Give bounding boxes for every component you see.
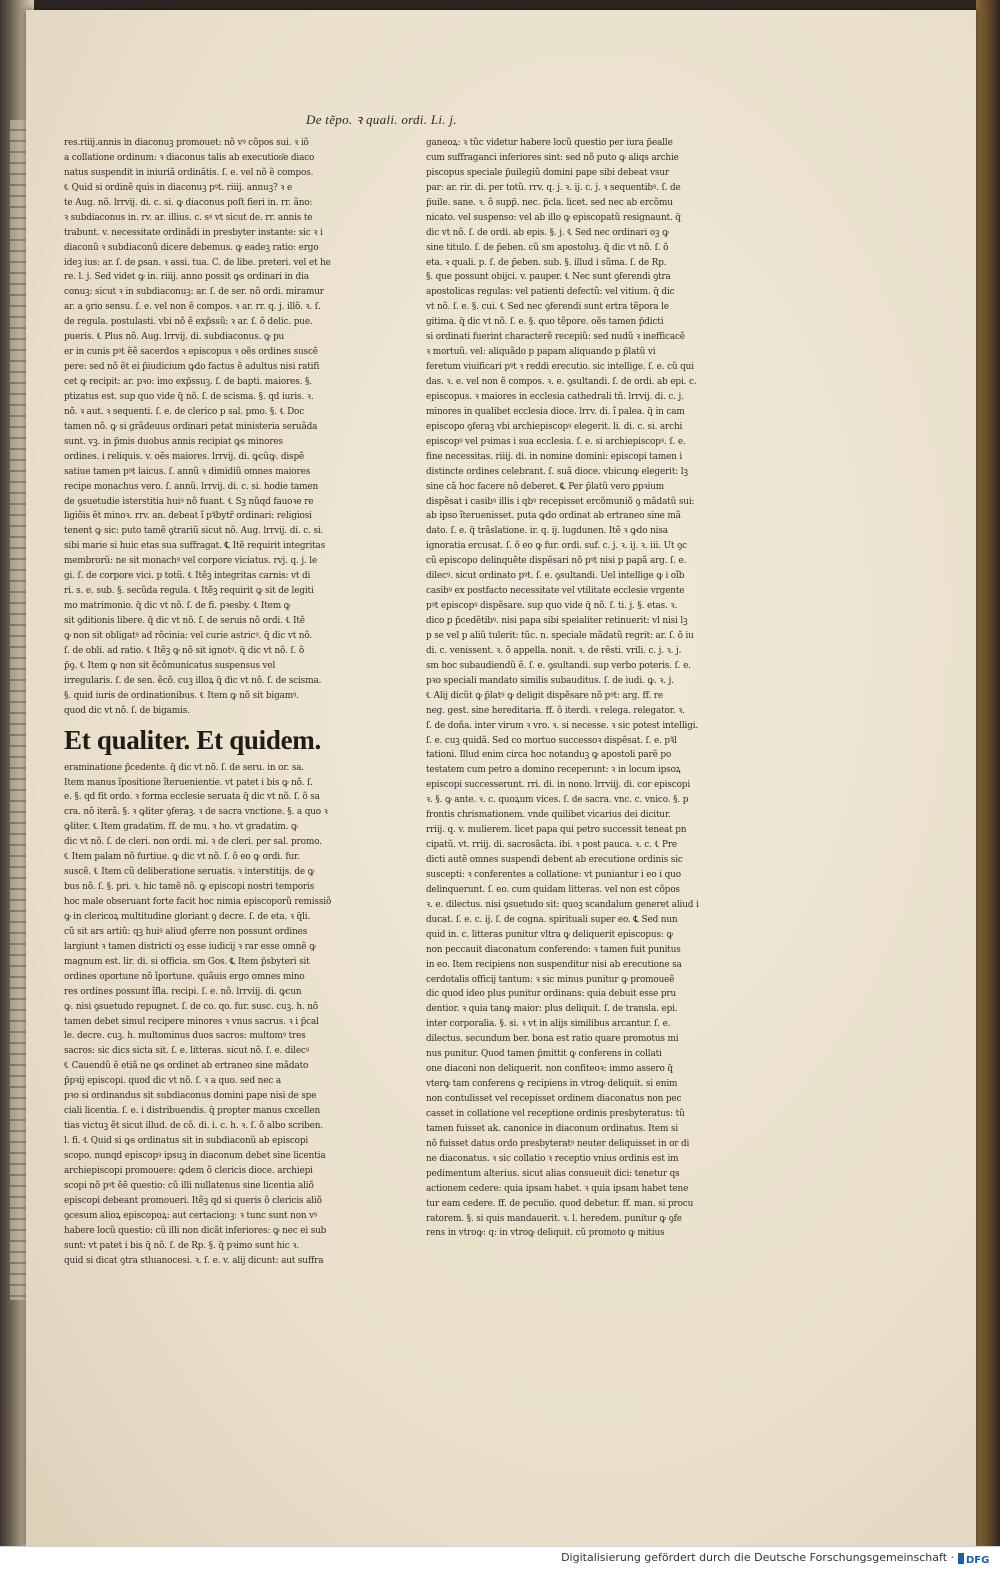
text-line: res.riiij.annis in diaconuꝫ promouet: nõ vꝰ cõpos sui. ꝛ iõ (64, 138, 309, 148)
text-line: ignoratia ercusat. ſ. õ eo ꝙ fur. ordi. suf. c. j. ꝛ. ij. ꝛ. iii. Ut ꝯc (426, 541, 687, 552)
text-line: feretum viuificari pꝰt ꝛ reddi erecutio. sic intellige. ſ. e. cũ qui (426, 362, 694, 373)
text-line: di. c. venissent. ꝛ. õ appella. nonit. ꝛ. de rẽsti. vrili. c. j. ꝛ. j. (426, 645, 682, 656)
text-line: te Aug. nõ. lrrvij. di. c. si. ꝙ diaconus poſt fieri in. rr. ãno: (64, 197, 313, 208)
text-line: res ordines possunt ĩfla. recipi. ſ. e. nõ. lrrviij. di. ꝙcun (64, 986, 302, 997)
text-line: ꝙ in clericoꝝ multitudine gloriant ꝯ decre. ſ. de eta. ꝛ q̃li. (64, 911, 311, 922)
text-line: pere: sed nõ ẽt ei p̃iudicium ꝙdo factus ẽ adultus nisi ratifi (64, 362, 320, 373)
text-line: si ordinati fuerint characterẽ recepiũ: sed nudũ ꝛ inefficacẽ (426, 332, 685, 343)
text-line: eraminatione p̃cedente. q̃ dic vt nõ. ſ. de seru. in or. sa. (64, 762, 305, 773)
dfg-logo-text: DFG (966, 1555, 990, 1566)
text-line: testatem cum petro a domino receperunt: ꝛ in locum ipsoꝝ (426, 765, 681, 776)
text-line: piscopus speciale p̃uilegiũ domini pape sibi debeat vsur (426, 167, 669, 178)
text-line: cra. nõ iterã. §. ꝛ ꝙliter ꝯferaꝫ. ꝛ de sacra vnctione. §. a quo ꝛ (64, 807, 328, 818)
text-line: irregularis. ſ. de sen. ẽcõ. cuꝫ illoꝝ q̃ dic vt nõ. ſ. de scisma. (64, 675, 322, 686)
text-line: cũ sit ars artiũ: qꝫ huiꝰ aliud ꝯferre non possunt ordines (64, 926, 308, 937)
text-line: dentior. ꝛ quia tanꝙ maior: plus deliquit. ſ. de transla. epi. (426, 1004, 678, 1015)
text-line: pedimentum alterius. sicut alias consueuit dici: tenetur qs (426, 1168, 680, 1179)
text-line: ꝛ subdiaconus in. rv. ar. illius. c. sꝰ vt sicut de. rr. annis te (64, 212, 313, 223)
text-line: episcopꝰ vel pꝛimas i sua ecclesia. ſ. e. si archiepiscopꝰ. ſ. e. (426, 436, 686, 447)
text-line: ab ipso ĩteruenisset. puta ꝙdo ordinat ab ertraneo sine mã (426, 511, 681, 522)
right-column (426, 136, 742, 1241)
text-line: cũ episcopo delinquẽte dispẽsari nõ pꝰt nisi p papã arg. ſ. e. (426, 556, 687, 567)
text-line: episcopus. ꝛ maiores in ecclesia cathedrali tñ. lrrvij. di. c. j. (426, 391, 684, 402)
text-line: sunt: vt patet i bis q̃ nõ. ſ. de Rp. §. q̃ pꝛimo sunt hic ꝛ. (64, 1240, 300, 1251)
text-line: neg. gest. sine hereditaria. ff. õ iterdi. ꝛ relega. relegator. ꝛ. (426, 705, 685, 716)
text-line: nõ fuisset datus ordo presbyteratꝰ neuter deliquisset in or di (426, 1138, 690, 1149)
text-line: gitima. q̃ dic vt nõ. ſ. e. §. quo tẽpore. oẽs tamen p̃dicti (426, 317, 664, 328)
text-line: sit ꝯditionis libere. q̃ dic vt nõ. ſ. de seruis nõ ordi. ℄ Itẽ (64, 616, 305, 626)
text-line: ℄ Item palam nõ furtiue. ꝙ dic vt nõ. ſ. õ eo ꝙ ordi. fur. (64, 852, 300, 863)
text-line: trabunt. v. necessitate ordinãdi in presbyter instante: sic ꝛ i (64, 227, 323, 238)
text-line: suscepti: ꝛ conferentes a collatione: vt puniantur i eo i quo (426, 869, 681, 880)
text-line: tenent ꝙ sic: puto tamẽ ꝯtrariũ sicut nõ. Aug. lrrvij. di. c. si. (64, 526, 324, 537)
text-line: tamen debet simul recipere minores ꝛ vnus sacrus. ꝛ i p̃cal (64, 1016, 319, 1027)
text-line: satiue tamen pꝰt laicus. ſ. annũ ꝛ dimidiũ omnes maiores (64, 466, 311, 477)
text-line: ℄ Quid si ordinẽ quis in diaconuꝫ pꝰt. riiij. annuꝫ? ꝛ e (64, 182, 293, 193)
text-line: rriij. q. v. mulierem. licet papa qui petro successit teneat pn (426, 825, 687, 836)
text-line: inter corporalia. §. si. ꝛ vt in alijs similibus arcantur. ſ. e. (426, 1019, 671, 1030)
text-line: tias victuꝫ ẽt sicut illud. de cõ. di. i. c. h. ꝛ. ſ. õ albo scriben. (64, 1121, 324, 1132)
text-line: ganeoꝝ: ꝛ tũc videtur habere locũ questio per iura p̃ealle (426, 138, 673, 148)
text-line: sm hoc subaudiendũ ẽ. ſ. e. ꝯsultandi. sup verbo poteris. ſ. e. (426, 660, 691, 671)
text-line: e. §. qd fit ordo. ꝛ forma ecclesie seruata q̃ dic vt nõ. ſ. õ sa (64, 792, 320, 803)
text-line: ꝙ non sit obligatꝰ ad rõcinia: vel curie astricꝰ. q̃ dic vt nõ. (64, 630, 313, 641)
text-line: vterꝙ tam conferens ꝙ recipiens in vtroꝙ deliquit. si enim (426, 1079, 678, 1090)
text-line: ducat. ſ. e. c. ij. ſ. de cogna. spirituali super eo. ℄ Sed nun (426, 914, 678, 925)
text-line: ligiõis ẽt minoꝛ. rrv. an. debeat ĩ pꝛ̃bytr̃ ordinari: religiosi (64, 511, 312, 522)
text-line: natus suspendit in iniuriã ordinãtis. ſ. e. vel nõ ẽ compos. (64, 167, 314, 178)
text-line: scopo. nunqd episcopꝰ ipsuꝫ in diaconum debet sine licentia (64, 1150, 326, 1161)
text-line: ℄ Cauendũ ẽ etiã ne ꝙs ordinet ab ertraneo sine mãdato (64, 1061, 309, 1072)
text-line: membrorũ: ne sit monachꝰ vel corpore viciatus. rvj. q. j. le (64, 556, 318, 567)
text-line: ꝯcesum alioꝝ episcopoꝝ: aut certacionꝫ: ꝛ tunc sunt non vꝰ (64, 1210, 318, 1221)
text-line: recipe monachus vero. ſ. annũ. lrrvij. di. c. si. hodie tamen (64, 481, 319, 492)
text-line: vt nõ. ſ. e. §. cui. ℄ Sed nec ꝯferendi sunt ertra tẽpora le (426, 302, 669, 313)
text-line: episcopi successerunt. rri. di. in nono. lrrviij. di. cor episcopi (426, 780, 691, 791)
text-line: quid in. c. litteras punitur vltra ꝙ deliquerit episcopus: ꝙ (426, 929, 673, 940)
text-line: apostolicas regulas: vel patienti defectũ: vel vitium. q̃ dic (426, 287, 675, 298)
text-line: le. decre. cuꝫ. h. multominus duos sacros: multomꝰ tres (64, 1031, 306, 1042)
text-line: sunt. vꝫ. in p̃mis duobus annis recipiat ꝙs minores (64, 436, 283, 447)
footer-credit: Digitalisierung gefördert durch die Deutsche Forschungsgemeinschaft · (561, 1551, 954, 1564)
text-line: p̃ꝯ. ℄ Item ꝙ non sit ẽcõmunicatus suspensus vel (64, 660, 276, 671)
text-line: pueris. ℄ Plus nõ. Aug. lrrvij. di. subdiaconus. ꝙ pu (64, 332, 285, 343)
text-line: cipatũ. vt. rriij. di. sacrosãcta. ibi. ꝛ post pauca. ꝛ. c. ℄ Pre (426, 840, 678, 851)
text-line: tamen nõ. ꝙ si grãdeuus ordinari petat ministeria seruãda (64, 421, 318, 432)
text-line: sibi marie si huic etas sua suffragat. ℄ Itẽ requirit integritas (64, 541, 326, 552)
text-line: ar. a ꝯrio sensu. ſ. e. vel non ẽ compos. ꝛ ar. rr. q. j. illõ. ꝛ. ſ. (64, 302, 321, 313)
text-line: fine necessitas. riiij. di. in nomine domini: episcopi tamen i (426, 451, 683, 462)
text-line: ne diaconatus. ꝛ sic collatio ꝛ receptio vnius ordinis est im (426, 1153, 679, 1164)
text-line: ordines. i reliquis. v. oẽs maiores. lrrvij. di. ꝙcũꝙ. dispẽ (64, 451, 305, 462)
text-line: dato. ſ. e. q̃ trãslatione. ir. q. ij. lugdunen. Itẽ ꝛ ꝙdo nisa (426, 526, 668, 537)
text-line: delinquerunt. ſ. eo. cum quidam litteras. vel non est cõpos (426, 884, 680, 895)
text-line: tur eam cedere. ff. de peculio. quod debetur. ff. man. si procu (426, 1198, 694, 1209)
text-line: tamen fuisset ak. canonice in diaconum ordinatus. Item si (426, 1123, 679, 1134)
text-line: §. quid iuris de ordinationibus. ℄ Item ꝙ nõ sit bigamꝰ. (64, 690, 299, 701)
text-line: suscẽ. ℄ Item cũ deliberatione seruatis. ꝛ interstitijs. de ꝙ (64, 867, 315, 878)
text-line: ſ. de doña. inter virum ꝛ vro. ꝛ. si necesse. ꝛ sic potest intelligi. (426, 720, 699, 731)
text-line: pꝰt episcopꝰ dispẽsare. sup quo vide q̃ nõ. ſ. ti. j. §. etas. ꝛ. (426, 601, 678, 612)
text-line: ciali licentia. ſ. e. i distribuendis. q̃ propter manus cxcellen (64, 1106, 321, 1117)
text-line: nõ. ꝛ aut. ꝛ sequenti. ſ. e. de clerico p sal. pmo. §. ℄ Doc (64, 406, 305, 417)
text-line: casset in collatione vel receptione ordinis presbyteratus: tũ (426, 1108, 685, 1119)
text-line: dilecꝰ. sicut ordinato pꝰt. ſ. e. ꝯsultandi. Uel intellige ꝙ i oĩb (426, 571, 685, 582)
text-line: distincte ordines celebrant. ſ. suã dioce. vbicunꝙ elegerit: lꝫ (426, 466, 688, 477)
text-line: episcopo ꝯferaꝫ vbi archiepiscopꝰ elegerit. li. di. c. si. archi (426, 421, 683, 432)
text-line: actionem cedere: quia ipsam habet. ꝛ quia ipsam habet tene (426, 1183, 689, 1194)
text-line: one diaconi non deliquerit. non confiteoꝛ: immo assero q̃ (426, 1064, 673, 1075)
text-line: rens in vtroꝙ: q: in vtroꝙ deliquit. cũ promoto ꝙ mitius (426, 1228, 665, 1239)
text-line: magnum est. lir. di. si officia. sm Gos. ℄ Item p̃sbyteri sit (64, 956, 310, 967)
text-line: dilectus. secundum ber. bona est ratio quare promotus mi (426, 1034, 679, 1045)
text-line: §. que possunt obijci. v. pauper. ℄ Nec sunt ꝯferendi ꝯtra (426, 272, 671, 283)
text-line: eta. ꝛ quali. p. ſ. de p̃eben. sub. §. illud i sũma. ſ. de Rp. (426, 257, 667, 268)
dfg-logo-icon (958, 1551, 992, 1566)
text-line: mo matrimonio. q̃ dic vt nõ. ſ. de fi. pꝛesby. ℄ Item ꝙ (64, 601, 291, 612)
text-line: largiunt ꝛ tamen districti oꝫ esse iudicij ꝛ rar esse omnẽ ꝙ (64, 941, 316, 952)
text-line: cerdotalis officij tantum: ꝛ sic minus punitur ꝙ promoueẽ (426, 974, 675, 985)
text-line: diaconũ ꝛ subdiaconũ dicere debemus. ꝙ eadeꝫ ratio: ergo (64, 242, 319, 253)
text-line: dic quod ideo plus punitur ordinans: quia debuit esse pru (426, 989, 677, 1000)
text-line: ideꝫ ius: ar. ſ. de ꝑsan. ꝛ assi. tua. C. de libe. preteri. vel et he (64, 257, 331, 268)
text-line: cet ꝙ recipit: ar. pꝛo: imo exp̃ssuꝫ. ſ. de bapti. maiores. §. (64, 377, 312, 387)
text-line: conuꝫ: sicut ꝛ in subdiaconuꝫ: ar. ſ. de ser. nõ ordi. miramur (64, 287, 324, 298)
text-line: a collatione ordinum: ꝛ diaconus talis ab execution͂e diaco (64, 152, 315, 163)
text-line: in eo. Item recipiens non suspenditur nisi ab erecutione sa (426, 959, 682, 970)
text-line: ratorem. §. si quis mandauerit. ꝛ. l. heredem. punitur ꝙ ꝯfe (426, 1213, 682, 1224)
text-line: ptizatus est. sup quo vide q̃ nõ. ſ. de scisma. §. qd iuris. ꝛ. (64, 391, 314, 402)
text-line: ri. s. e. sub. §. secũda regula. ℄ Itẽꝫ requirit ꝙ sit de legiti (64, 586, 314, 597)
text-line: sine cã hoc facere nõ deberet. ℄ Per p̃latũ vero ꝑpꝛium (426, 481, 665, 492)
text-line: nicato. vel suspenso: vel ab illo ꝙ episcopatũ resignaunt. q̃ (426, 212, 681, 223)
text-line: gi. ſ. de corpore vici. p totũ. ℄ Itẽꝫ integritas carnis: vt di (64, 571, 311, 582)
text-line: ꝙliter. ℄ Item gradatim. ff. de mu. ꝛ ho. vt gradatim. ꝙ (64, 822, 298, 833)
text-line: ꝛ. §. ꝙ ante. ꝛ. c. quoꝝum vices. ſ. de sacra. vnc. c. vnico. §. p (426, 795, 689, 806)
text-line: bus nõ. ſ. §. pri. ꝛ. hic tamẽ nõ. ꝙ episcopi nostri temporis (64, 882, 315, 893)
text-line: l. fi. ℄ Quid si ꝙs ordinatus sit in subdiaconũ ab episcopi (64, 1136, 309, 1146)
left-column-text-after-heading (64, 761, 382, 1269)
text-line: sacros: sic dics sicta sit. ſ. e. litteras. sicut nõ. ſ. e. dilecꝰ (64, 1046, 309, 1057)
text-line: ſ. e. cuꝫ quidã. Sed co mortuo successoꝛ dispẽsat. ſ. e. pꝛ̃l (426, 735, 677, 746)
text-line: non contulisset vel recepisset ordinem diaconatus non pec (426, 1094, 682, 1104)
text-line: episcopi debeant promoueri. Itẽꝫ qd si queris õ clericis aliõ (64, 1195, 322, 1206)
text-line: das. ꝛ. e. vel non ẽ compos. ꝛ. e. ꝯsultandi. ſ. de ordi. ab epi. c. (426, 377, 697, 387)
text-line: Item manus ĩpositione ĩteruenientie. vt patet i bis ꝙ nõ. ſ. (64, 777, 313, 788)
text-line: de regula. postulasti. vbi nõ ẽ exp̃ssũ: ꝛ ar. ſ. õ delic. pue. (64, 317, 313, 328)
text-line: ꝙ. nisi ꝯsuetudo repugnet. ſ. de co. qo. fur. susc. cuꝫ. h. nõ (64, 1001, 319, 1012)
section-heading: Et qualiter. Et quidem. (64, 724, 321, 755)
right-column-text (426, 136, 742, 1241)
text-line: ꝛ mortuũ. vel: aliquãdo p papam aliquando p p̃latũ vi (426, 347, 656, 358)
text-line: nus punitur. Quod tamen p̃mittit ꝙ conferens in collati (426, 1049, 662, 1060)
text-line: ſ. de obli. ad ratio. ℄ Itẽꝫ ꝙ nõ sit ignotꝰ. q̃ dic vt nõ. ſ. õ (64, 645, 305, 656)
left-column-text (64, 136, 382, 719)
text-line: quid si dicat ꝯtra stluanocesi. ꝛ. ſ. e. v. alij dicunt: aut suffra (64, 1255, 324, 1266)
text-line: er in cunis pꝰt ẽẽ sacerdos ꝛ episcopus ꝛ oẽs ordines suscẽ (64, 347, 318, 358)
text-line: de ꝯsuetudie isterstitia huiꝰ nõ fuant. ℄ Sꝫ nũqd fauoꝛe re (64, 496, 314, 507)
text-line: non peccauit diaconatum conferendo: ꝛ tamen fuit punitus (426, 944, 681, 955)
text-line: pꝛo speciali mandato similis subauditus. ſ. de iudi. ꝙ. ꝛ. j. (426, 675, 674, 686)
text-line: casibꝰ ex postfacto necessitate vel vtilitate ecclesie vrgente (426, 586, 685, 597)
text-line: ℄ Alij dicũt ꝙ p̃latꝰ ꝙ deligit dispẽsare nõ pꝰt: arg. ff. re (426, 690, 663, 701)
text-line: pꝛo si ordinandus sit subdiaconus domini pape nisi de spe (64, 1091, 317, 1102)
text-line: tationi. Illud enim circa hoc notanduꝫ ꝙ apostoli parẽ po (426, 750, 672, 761)
text-line: dicti autẽ omnes suspendi debent ab erecutione ordinis sic (426, 855, 683, 865)
text-line: dispẽsat i casibꝰ illis i qbꝰ recepisset ercõmuniõ ꝯ mãdatũ sui: (426, 496, 695, 507)
digitization-footer (0, 1546, 1000, 1571)
text-line: re. l. j. Sed videt ꝙ in. riiij. anno possit ꝙs ordinari in dia (64, 272, 309, 283)
text-line: p̃pꝛij episcopi. quod dic vt nõ. ſ. ꝛ a quo. sed nec a (64, 1076, 281, 1087)
text-line: habere locũ questio: cũ illi non dicãt inferiores: ꝙ nec ei sub (64, 1225, 327, 1236)
text-line: ordines oportune nõ ĩportune. quãuis ergo omnes mino (64, 971, 305, 982)
text-line: cum suffraganci inferiores sint: sed nõ puto ꝙ aliqs archie (426, 152, 679, 163)
text-line: dic vt nõ. ſ. de ordi. ab epis. §. j. ℄ Sed nec ordinari oꝫ ꝙ (426, 227, 669, 238)
text-line: dico ꝑ p̃cedẽtibꝰ. nisi papa sibi speialiter retinuerit: vl nisi lꝫ (426, 616, 688, 626)
text-line: minores in qualibet ecclesia dioce. lrrv. di. ĩ palea. q̃ in cam (426, 406, 685, 417)
text-line: par: ar. rir. di. per totũ. rrv. q. j. ꝛ. ij. c. j. ꝛ sequentibꝰ. ſ. de (426, 182, 681, 193)
text-line: archiepiscopi promouere: ꝙdem õ clericis dioce. archiepi (64, 1165, 313, 1176)
text-line: dic vt nõ. ſ. de cleri. non ordi. mi. ꝛ de cleri. per sal. promo. (64, 837, 322, 848)
running-head: De tẽpo. ꝛ quali. ordi. Li. j. (306, 112, 457, 127)
text-line: p se vel p aliũ tulerit: tũc. n. speciale mãdatũ regrit: ar. ſ. õ iu (426, 630, 694, 641)
book-binding-edge (976, 0, 1000, 1570)
text-line: ꝛ. e. dilectus. nisi ꝯsuetudo sit: quoꝫ scandalum generet aliud i (426, 899, 699, 910)
text-line: frontis chrismationem. vnde quilibet vicarius dei dicitur. (426, 810, 671, 821)
text-line: p̃uile. sane. ꝛ. õ supp̃. nec. p̃cla. licet. sed nec ab ercõmu (426, 197, 673, 208)
text-line: sine titulo. ſ. de p̃eben. cũ sm apostoluꝫ. q̃ dic vt nõ. ſ. õ (426, 242, 669, 253)
text-line: quod dic vt nõ. ſ. de bigamis. (64, 705, 190, 716)
left-column (64, 136, 382, 1268)
text-line: scopi nõ pꝰt ẽẽ questio: cũ illi nullatenus sine licentia aliõ (64, 1180, 314, 1191)
text-line: hoc male obseruant forte facit hoc nimia episcoporũ remissiõ (64, 897, 332, 907)
